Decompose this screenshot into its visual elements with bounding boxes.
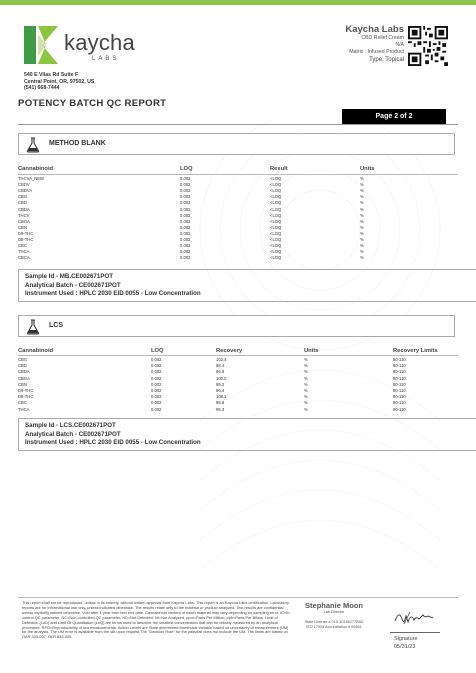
lcs-cell: CBG xyxy=(18,357,28,362)
mb-cell: % xyxy=(360,230,364,236)
mb-cell: 0.002 xyxy=(180,255,191,261)
mb-cell: 0.002 xyxy=(180,194,191,200)
lcs-cell: 0.002 xyxy=(151,388,162,393)
lcs-cell: CBDA xyxy=(18,369,30,375)
lcs-sample-id-label: Sample Id - xyxy=(25,422,60,429)
lcs-cell: % xyxy=(304,400,308,406)
mb-batch-value: CE002671POT xyxy=(78,281,121,289)
lcs-instrument-label: Instrument Used : xyxy=(25,439,80,446)
mb-cell: <LOQ xyxy=(270,218,282,224)
mb-cell: <LOQ xyxy=(270,243,282,249)
mb-cell: 0.002 xyxy=(180,218,191,224)
lcs-cell: 96.8 xyxy=(216,369,225,375)
lcs-cell: CBC xyxy=(18,400,27,406)
lcs-cell: 0.002 xyxy=(151,381,162,387)
state-license: State License # 010-10166277B9D xyxy=(304,620,364,624)
lcs-cell: 80-110 xyxy=(393,394,406,400)
lcs-cell: 0.002 xyxy=(151,363,162,369)
mb-batch xyxy=(25,282,470,291)
mb-cell: % xyxy=(360,237,364,242)
mb-cell: <LOQ xyxy=(270,206,282,212)
mb-column-header: LOQ xyxy=(180,166,193,172)
lab-name: Kaycha Labs xyxy=(345,24,404,35)
mb-cell: 0.002 xyxy=(180,176,191,181)
mb-cell: % xyxy=(360,243,364,249)
mb-cell: % xyxy=(360,212,364,218)
mb-cell: THCVA_NEW xyxy=(18,176,44,181)
mb-cell: % xyxy=(360,255,364,261)
mb-cell: <LOQ xyxy=(270,176,282,181)
signature-date: 05/31/23 xyxy=(394,643,416,650)
lcs-cell: 95.8 xyxy=(216,400,225,406)
page-indicator: Page 2 of 2 xyxy=(342,109,446,124)
signature-image xyxy=(392,606,436,628)
mb-cell: CBCA xyxy=(18,255,30,261)
flask-icon xyxy=(26,137,40,153)
product-name: CBD Relief Cream xyxy=(361,35,404,41)
mb-cell: THCA xyxy=(18,249,30,255)
disclaimer-text: This report shall not be reproduced, unless in its entirety, without written approval from Kaycha Labs. This report is an Kaycha Labs certification. Laboratory reports are for informational use only, unless indicated otherwise. The results relate only to the material or product analyzed. Test results are confidential unless explicitly waived otherwise. Void after 1 year from test end date. Cannabinoid content of batch material may vary depending on sampling error. IC=In-control QC parameter, NC=Non-controlled QC parameter, ND=Not Detected, NI=Not Analyzed, ppm=Parts Per Million, ppb=Parts Per Billion. Limit of Detection (LoD) and Limit Of Quantitation (LoQ) are terms used to describe the smallest concentration that can be reliably measured by an analytical procedure. RPD=Reproducibility of two measurements. Action Levels are State determined thresholds variable based on uncertainty of measurement (UM) for the analysis. The UM error is available from the lab upon request.The "Decision Rule" for the pass/fail does not include the UM. The limits are based on OAR 333-007, OLR 845-025. xyxy=(22,600,291,640)
lcs-cell: % xyxy=(304,406,308,412)
lcs-cell: % xyxy=(304,357,308,362)
lcs-cell: 80-110 xyxy=(393,381,406,387)
lcs-cell: THCA xyxy=(18,406,30,412)
lcs-cell: D9-THC xyxy=(18,388,34,393)
mb-cell: 0.002 xyxy=(180,182,191,188)
lcs-header-row xyxy=(18,348,458,355)
mb-cell: <LOQ xyxy=(270,182,282,188)
mb-cell: <LOQ xyxy=(270,212,282,218)
lcs-header-divider xyxy=(18,355,458,356)
method-blank-title: METHOD BLANK xyxy=(49,140,106,147)
lab-address xyxy=(24,72,94,92)
mb-cell: 0.002 xyxy=(180,206,191,212)
logo-wordmark: kaycha xyxy=(64,30,135,55)
mb-cell: % xyxy=(360,206,364,212)
mb-instrument-value: HPLC 2030 EID 0055 - Low Concentration xyxy=(79,290,201,297)
director-role: Lab Director xyxy=(323,610,345,614)
lcs-cell: 96.4 xyxy=(216,388,225,393)
lcs-cell: D8-THC xyxy=(18,394,34,400)
mb-cell: <LOQ xyxy=(270,188,282,194)
lcs-cell: 100.0 xyxy=(216,375,227,381)
mb-cell: % xyxy=(360,249,364,255)
mb-cell: % xyxy=(360,182,364,188)
mb-cell: <LOQ xyxy=(270,224,282,230)
mb-cell: CBDV xyxy=(18,182,30,188)
logo-subtitle: LABS xyxy=(92,56,120,62)
product-type: Type: Topical xyxy=(369,57,404,63)
signature-block xyxy=(394,636,418,651)
iso-accreditation: ISO 17025 Accreditation # 99861 xyxy=(306,624,362,629)
mb-column-header: Units xyxy=(360,166,375,172)
mb-cell: % xyxy=(360,176,364,181)
mb-cell: <LOQ xyxy=(270,249,282,255)
lcs-cell: 0.002 xyxy=(151,394,162,400)
mb-sample-id xyxy=(25,273,470,282)
mb-cell: % xyxy=(360,224,364,230)
mb-cell: CBN xyxy=(18,224,27,230)
lcs-column-header: LOQ xyxy=(151,348,164,354)
lcs-cell: 0.002 xyxy=(151,375,162,381)
mb-cell: <LOQ xyxy=(270,194,282,200)
mb-cell: % xyxy=(360,194,364,200)
mb-header-row xyxy=(18,166,458,173)
mb-cell: 0.002 xyxy=(180,200,191,206)
lcs-cell: % xyxy=(304,375,308,381)
mb-cell: % xyxy=(360,218,364,224)
lcs-batch-value: CE002671POT xyxy=(78,430,121,438)
lcs-cell: 80-110 xyxy=(393,388,406,393)
mb-sample-id-label: Sample Id - xyxy=(25,273,60,280)
mb-cell: <LOQ xyxy=(270,200,282,206)
lcs-cell: % xyxy=(304,381,308,387)
lcs-cell: 80-110 xyxy=(393,363,406,369)
lab-director-block xyxy=(296,601,372,630)
mb-cell: CBDA xyxy=(18,206,30,212)
address-line-2: Central Point, OR, 97502, US xyxy=(24,78,95,85)
lcs-cell: 80-110 xyxy=(393,357,406,362)
mb-cell: 0.002 xyxy=(180,237,191,242)
lcs-column-header: Units xyxy=(304,348,319,354)
mb-cell: D9-THC xyxy=(18,230,34,236)
mb-cell: % xyxy=(360,188,364,194)
lcs-cell: 0.002 xyxy=(151,357,162,362)
lcs-cell: 80-110 xyxy=(393,406,406,412)
mb-cell: CBDVA xyxy=(18,188,33,194)
mb-cell: <LOQ xyxy=(270,230,282,236)
kaycha-logo xyxy=(24,26,144,66)
mb-column-header: Cannabinoid xyxy=(18,166,54,172)
lab-info xyxy=(345,24,404,63)
method-blank-header xyxy=(18,133,455,155)
lcs-cell: 95.2 xyxy=(216,381,225,387)
lcs-cell: 80-110 xyxy=(393,400,406,406)
table-row xyxy=(18,255,458,262)
lcs-header xyxy=(18,315,455,337)
mb-column-header: Result xyxy=(270,166,288,172)
lcs-cell: % xyxy=(304,363,308,369)
mb-instrument xyxy=(25,290,470,299)
lcs-cell: CBN xyxy=(18,381,27,387)
flask-icon xyxy=(26,319,40,335)
mb-cell: 0.002 xyxy=(180,212,191,218)
product-na: N/A xyxy=(395,42,404,48)
method-blank-info xyxy=(18,269,476,302)
lcs-cell: 80-110 xyxy=(393,375,406,381)
lcs-cell: 80-110 xyxy=(393,369,406,375)
lcs-column-header: Recovery Limits xyxy=(393,348,438,354)
lcs-column-header: Cannabinoid xyxy=(18,348,54,354)
lcs-title: LCS xyxy=(49,322,63,329)
qr-code-icon[interactable] xyxy=(408,26,448,66)
lcs-batch-label: Analytical Batch - xyxy=(25,430,79,438)
mb-cell: <LOQ xyxy=(270,237,282,242)
mb-cell: CBC xyxy=(18,243,27,249)
signature-line xyxy=(390,632,440,633)
mb-instrument-label: Instrument Used : xyxy=(25,290,80,297)
mb-cell: CBD xyxy=(18,200,27,206)
lcs-column-header: Recovery xyxy=(216,348,243,354)
lcs-cell: 0.002 xyxy=(151,400,162,406)
mb-cell: % xyxy=(360,200,364,206)
signature-label: Signature xyxy=(394,636,418,642)
mb-cell: 0.002 xyxy=(180,188,191,194)
lcs-instrument-value: HPLC 2030 EID 0055 - Low Concentration xyxy=(79,439,201,446)
director-name: Stephanie Moon xyxy=(305,601,363,610)
lcs-cell: % xyxy=(304,369,308,375)
mb-cell: THCV xyxy=(18,212,30,218)
lcs-cell: 102.4 xyxy=(216,357,227,362)
lcs-batch xyxy=(25,431,470,440)
lcs-cell: 98.4 xyxy=(216,363,225,369)
top-accent-bar xyxy=(0,0,476,5)
product-matrix: Matrix : Infused Product xyxy=(349,49,404,55)
lcs-info xyxy=(18,418,476,451)
mb-cell: 0.002 xyxy=(180,230,191,236)
lcs-cell: 0.002 xyxy=(151,369,162,375)
table-row xyxy=(18,407,458,414)
mb-batch-label: Analytical Batch - xyxy=(25,281,79,289)
title-divider xyxy=(18,124,458,125)
lcs-instrument xyxy=(25,439,470,448)
lcs-sample-id-value: LCS.CE002671POT xyxy=(59,422,116,429)
logo-mark-icon xyxy=(24,26,60,64)
lcs-cell: 95.3 xyxy=(216,406,225,412)
mb-cell: CBGA xyxy=(18,218,30,224)
mb-cell: 0.002 xyxy=(180,249,191,255)
lcs-cell: 0.002 xyxy=(151,406,162,412)
lcs-cell: CBD xyxy=(18,363,27,369)
mb-cell: D8-THC xyxy=(18,237,34,242)
footer-divider xyxy=(18,597,458,598)
mb-cell: CBG xyxy=(18,194,28,200)
mb-cell: 0.002 xyxy=(180,243,191,249)
report-title: POTENCY BATCH QC REPORT xyxy=(18,98,167,109)
lcs-cell: CBGA xyxy=(18,375,30,381)
mb-header-divider xyxy=(18,174,458,175)
address-line-1: 540 E Vilas Rd Suite F xyxy=(24,72,79,78)
lcs-cell: % xyxy=(304,388,308,393)
mb-sample-id-value: MB.CE002671POT xyxy=(59,273,114,280)
lcs-sample-id xyxy=(25,422,470,431)
lcs-cell: % xyxy=(304,394,308,400)
lcs-cell: 108.1 xyxy=(216,394,227,400)
mb-cell: 0.002 xyxy=(180,224,191,230)
address-phone: (541) 668-7444 xyxy=(24,85,60,92)
mb-cell: <LOQ xyxy=(270,255,282,261)
